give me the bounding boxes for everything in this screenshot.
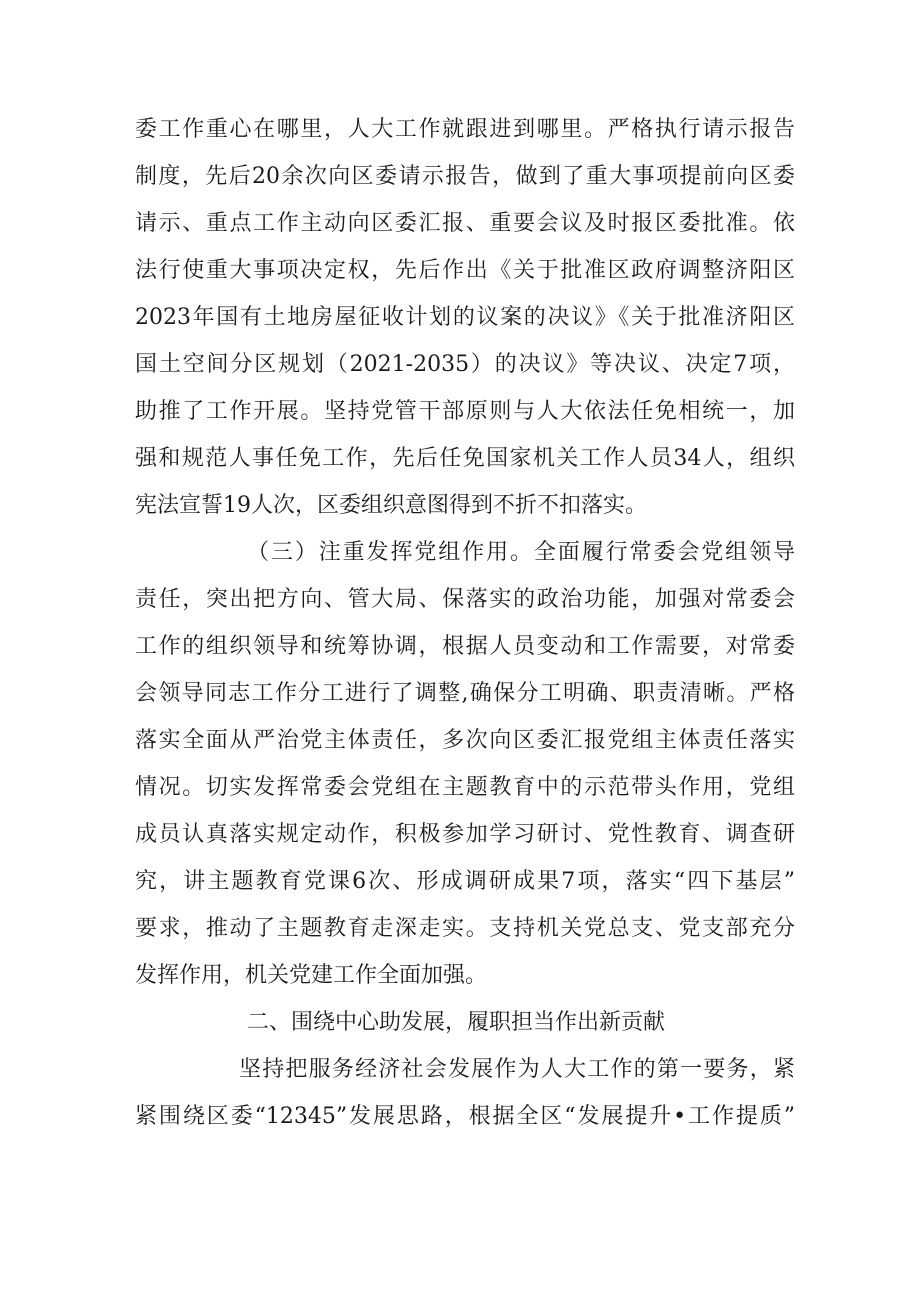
document-body [135,106,795,1140]
paragraph-line: 国土空间分区规划（2021-2035）的决议》等决议、决定7项， [135,352,795,377]
paragraph-line: 助推了工作开展。坚持党管干部原则与人大依法任免相统一，加 [135,399,795,424]
paragraph-line: 法行使重大事项决定权，先后作出《关于批准区政府调整济阳区 [135,258,795,283]
paragraph-line: 落实全面从严治党主体责任，多次向区委汇报党组主体责任落实 [135,728,795,753]
paragraph-line: 发挥作用，机关党建工作全面加强。 [135,963,488,988]
paragraph-line: 宪法宣誓19人次，区委组织意图得到不折不扣落实。 [135,493,647,518]
paragraph-line: 成员认真落实规定动作，积极参加学习研讨、党性教育、调查研 [135,822,795,847]
paragraph-line: 请示、重点工作主动向区委汇报、重要会议及时报区委批准。依 [135,211,795,236]
section-heading-line: （三）注重发挥党组作用。全面履行常委会党组领导 [247,540,795,565]
paragraph-line: 会领导同志工作分工进行了调整,确保分工明确、职责清晰。严格 [135,681,795,706]
paragraph-line: 要求，推动了主题教育走深走实。支持机关党总支、党支部充分 [135,916,795,941]
paragraph-line: 制度，先后20余次向区委请示报告，做到了重大事项提前向区委 [135,164,795,189]
chapter-heading: 二、围绕中心助发展，履职担当作出新贡献 [247,1010,666,1035]
paragraph-line: 责任，突出把方向、管大局、保落实的政治功能，加强对常委会 [135,587,795,612]
paragraph-line: 2023年国有土地房屋征收计划的议案的决议》《关于批准济阳区 [135,305,795,330]
paragraph-line: 坚持把服务经济社会发展作为人大工作的第一要务，紧 [239,1057,795,1082]
paragraph-line: 强和规范人事任免工作，先后任免国家机关工作人员34人，组织 [135,446,795,471]
paragraph-line: 委工作重心在哪里，人大工作就跟进到哪里。严格执行请示报告 [135,117,795,142]
paragraph-line: 紧围绕区委“12345”发展思路，根据全区“发展提升•工作提质” [135,1104,795,1129]
paragraph-line: 工作的组织领导和统筹协调，根据人员变动和工作需要，对常委 [135,634,795,659]
paragraph-line: 情况。切实发挥常委会党组在主题教育中的示范带头作用，党组 [135,775,795,800]
paragraph-line: 究，讲主题教育党课6次、形成调研成果7项，落实“四下基层” [135,869,795,894]
